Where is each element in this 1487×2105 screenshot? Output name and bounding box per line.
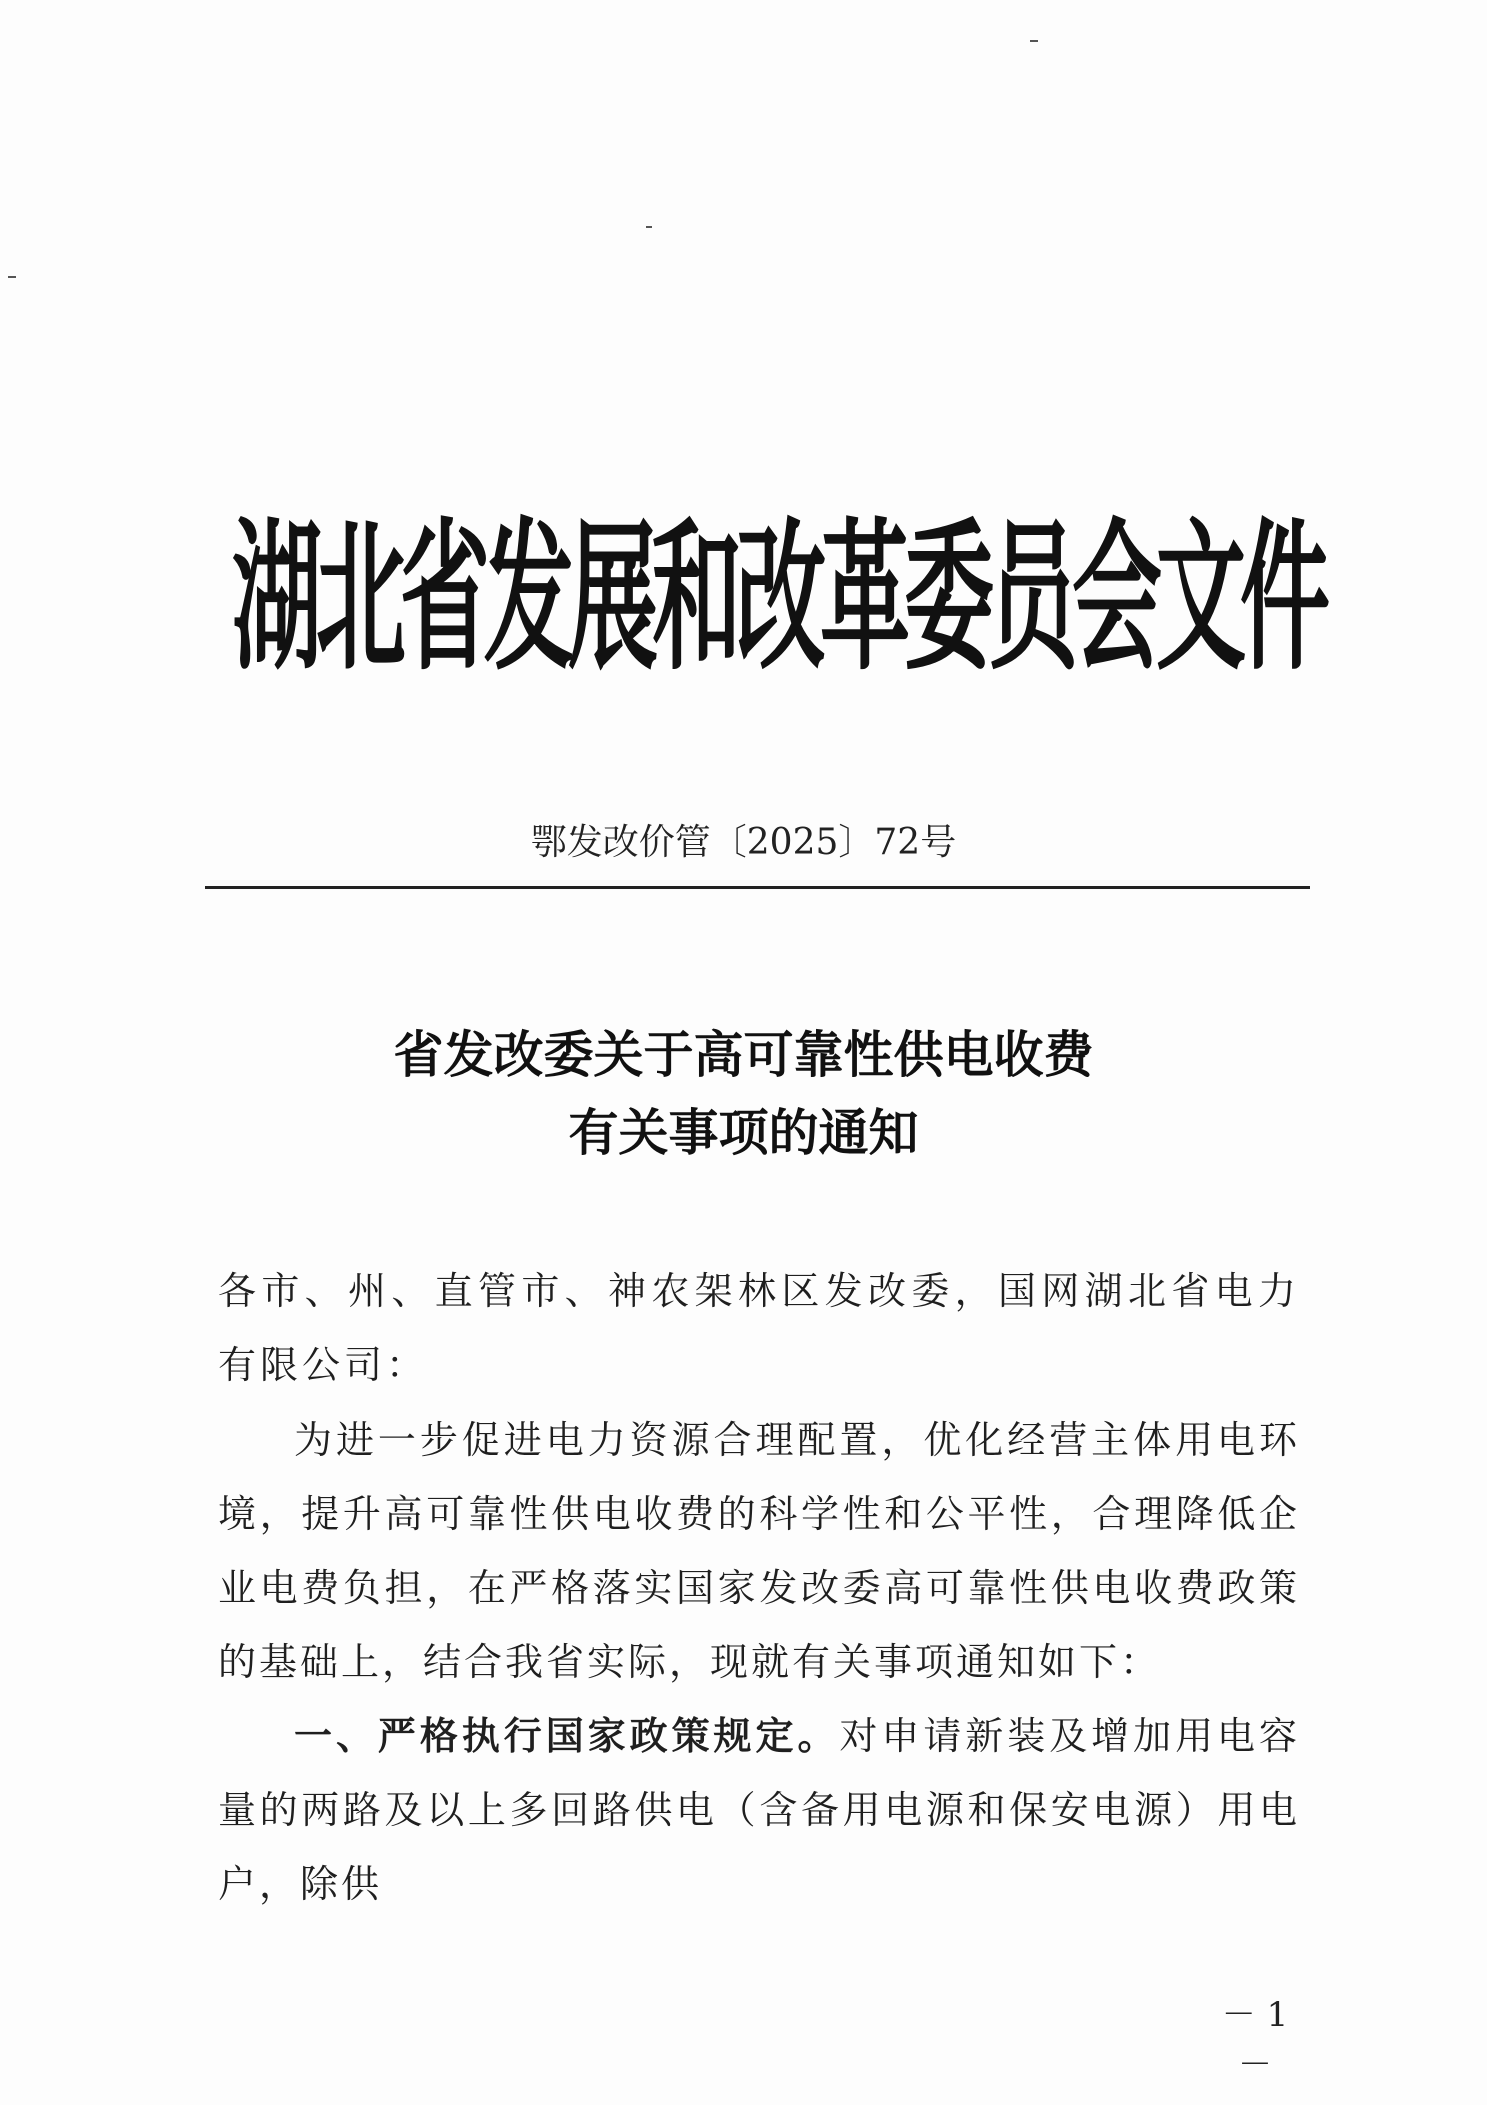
notice-title-line-2: 有关事项的通知 bbox=[568, 1103, 919, 1162]
section-1-heading: 一、严格执行国家政策规定。 bbox=[294, 1713, 840, 1758]
paragraph-section-1 bbox=[218, 1699, 1300, 1921]
scan-speck bbox=[646, 226, 652, 228]
scan-speck bbox=[8, 276, 16, 278]
scan-speck bbox=[1030, 40, 1038, 42]
paragraph-intro: 为进一步促进电力资源合理配置，优化经营主体用电环境，提升高可靠性供电收费的科学性和公平性，合理降低企业电费负担，在严格落实国家发改委高可靠性供电收费政策的基础上，结合我省实际，现就有关事项通知如下： bbox=[218, 1418, 1300, 1684]
issuer-header-title: 湖北省发展和改革委员会文件 bbox=[232, 502, 1324, 694]
salutation: 各市、州、直管市、神农架林区发改委，国网湖北省电力有限公司： bbox=[218, 1269, 1300, 1387]
page-number: － 1 － bbox=[1221, 1995, 1289, 2085]
section-1-text: 对申请新装及增加用电容量的两路及以上多回路供电（含备用电源和保安电源）用电户，除供 bbox=[218, 1714, 1300, 1906]
notice-title-line-1: 省发改委关于高可靠性供电收费 bbox=[393, 1025, 1094, 1084]
document-number: 鄂发改价管〔2025〕72号 bbox=[530, 822, 957, 863]
header-divider bbox=[205, 886, 1310, 889]
